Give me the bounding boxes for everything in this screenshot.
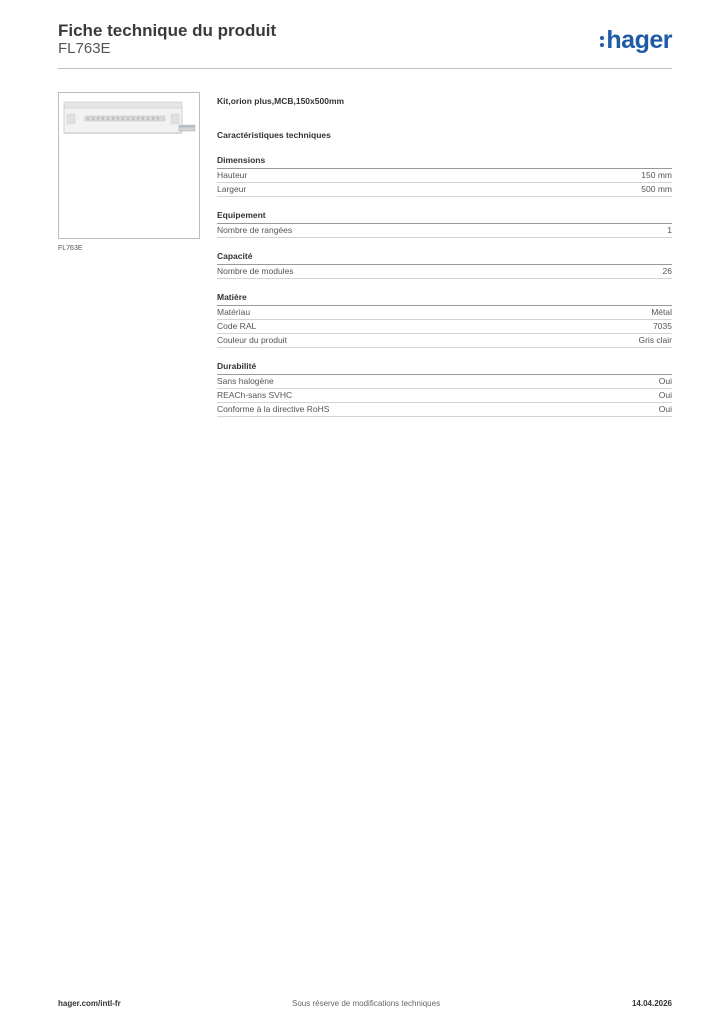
hager-logo [600, 28, 672, 53]
spec-value: Oui [658, 390, 672, 400]
spec-label: Sans halogène [217, 376, 274, 386]
tech-heading: Caractéristiques techniques [217, 130, 331, 140]
spec-row [217, 306, 672, 320]
section-equipement [217, 210, 672, 238]
section-dimensions [217, 155, 672, 197]
spec-row [217, 375, 672, 389]
section-title: Equipement [217, 210, 672, 224]
product-reference: FL763E [58, 40, 111, 57]
spec-label: Nombre de modules [217, 266, 294, 276]
spec-row [217, 389, 672, 403]
image-caption: FL763E [58, 245, 83, 252]
spec-label: Code RAL [217, 321, 257, 331]
spec-row [217, 169, 672, 183]
section-durabilite [217, 361, 672, 417]
spec-row [217, 403, 672, 417]
spec-value: Métal [651, 307, 672, 317]
spec-label: Conforme à la directive RoHS [217, 404, 330, 414]
spec-label: Matériau [217, 307, 251, 317]
spec-label: REACh-sans SVHC [217, 390, 293, 400]
spec-value: Oui [658, 404, 672, 414]
spec-panel [217, 96, 672, 417]
spec-row [217, 183, 672, 197]
section-capacite [217, 251, 672, 279]
section-matiere [217, 292, 672, 348]
product-image-frame [58, 92, 200, 239]
spec-value: 7035 [653, 321, 672, 331]
spec-row [217, 320, 672, 334]
spec-label: Nombre de rangées [217, 225, 293, 235]
section-title: Matière [217, 292, 672, 306]
spec-value: 1 [667, 225, 672, 235]
logo-dots-icon [600, 36, 604, 47]
section-title: Capacité [217, 251, 672, 265]
spec-label: Largeur [217, 184, 247, 194]
product-image [63, 101, 197, 139]
header-divider [58, 68, 672, 69]
spec-row [217, 334, 672, 348]
spec-label: Couleur du produit [217, 335, 287, 345]
spec-value: 500 mm [641, 184, 672, 194]
logo-text: hager [606, 26, 672, 54]
product-name: Kit,orion plus,MCB,150x500mm [217, 96, 345, 106]
spec-row [217, 224, 672, 238]
footer-disclaimer: Sous réserve de modifications techniques [292, 999, 441, 1008]
spec-value: Gris clair [638, 335, 672, 345]
spec-value: 26 [662, 266, 672, 276]
footer-website-link[interactable]: hager.com/intl-fr [58, 999, 121, 1008]
section-title: Durabilité [217, 361, 672, 375]
section-title: Dimensions [217, 155, 672, 169]
spec-row [217, 265, 672, 279]
footer-date: 14.04.2026 [631, 999, 672, 1008]
spec-value: Oui [658, 376, 672, 386]
page-title: Fiche technique du produit [58, 21, 277, 40]
spec-value: 150 mm [641, 170, 672, 180]
spec-label: Hauteur [217, 170, 248, 180]
